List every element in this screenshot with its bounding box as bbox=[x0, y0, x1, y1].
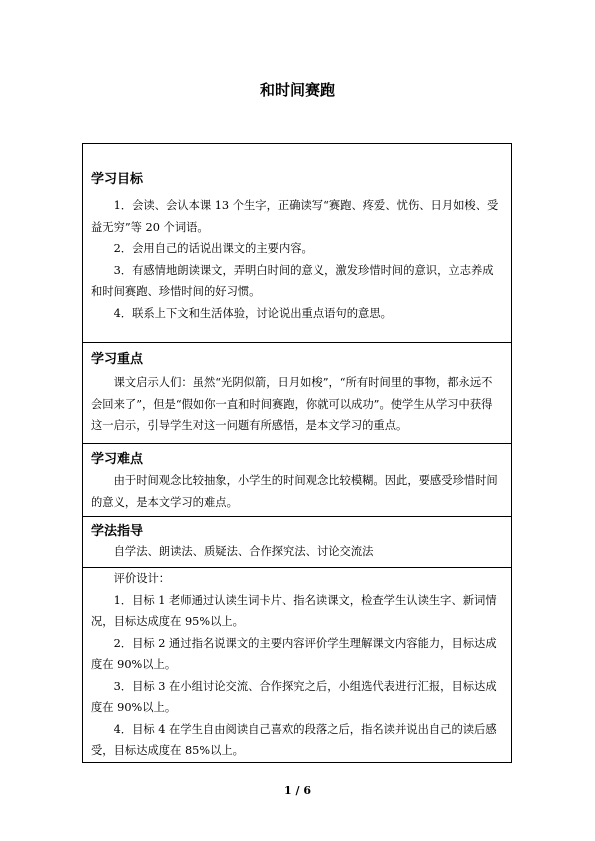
goals-heading: 学习目标 bbox=[91, 172, 144, 187]
goals-section bbox=[83, 144, 511, 342]
difficulty-text: 由于时间观念比较抽象，小学生的时间观念比较模糊。因此，要感受珍惜时间的意义，是本文学习的难点。 bbox=[91, 474, 498, 509]
goal-item: 2．会用自己的话说出课文的主要内容。 bbox=[113, 242, 313, 255]
evaluation-section bbox=[83, 567, 511, 762]
evaluation-item: 1．目标 1 老师通过认读生词卡片、指名读课文，检查学生认读生字、新词情况，目标达成度在 95%以上。 bbox=[91, 593, 497, 628]
method-text: 自学法、朗读法、质疑法、合作探究法、讨论交流法 bbox=[113, 545, 374, 558]
difficulty-heading: 学习难点 bbox=[91, 452, 144, 467]
goal-item: 4．联系上下文和生活体验，讨论说出重点语句的意思。 bbox=[113, 306, 392, 320]
focus-section bbox=[83, 342, 511, 443]
method-heading: 学法指导 bbox=[91, 524, 144, 539]
evaluation-heading: 评价设计： bbox=[113, 572, 171, 585]
evaluation-item: 2．目标 2 通过指名说课文的主要内容评价学生理解课文内容能力，目标达成度在 90%以上。 bbox=[91, 636, 497, 671]
method-section bbox=[83, 516, 511, 567]
focus-text: 课文启示人们：虽然“光阴似箭，日月如梭”，“所有时间里的事物，都永远不会回来了”，但是“假如你一直和时间赛跑，你就可以成功”。使学生从学习中获得这一启示，引导学生对这一问题有所感悟，是本文学习的重点。 bbox=[91, 376, 493, 432]
goal-item: 3．有感情地朗读课文，弄明白时间的意义，激发珍惜时间的意识，立志养成和时间赛跑、珍惜时间的好习惯。 bbox=[91, 263, 494, 298]
page-number: 1 / 6 bbox=[284, 784, 311, 797]
lesson-plan-table bbox=[82, 143, 512, 763]
difficulty-section bbox=[83, 443, 511, 516]
evaluation-item: 3．目标 3 在小组讨论交流、合作探究之后，小组选代表进行汇报，目标达成度在 90%以上。 bbox=[91, 679, 497, 714]
evaluation-item: 4．目标 4 在学生自由阅读自己喜欢的段落之后，指名读并说出自己的读后感受，目标达成度在 85%以上。 bbox=[91, 722, 497, 757]
focus-heading: 学习重点 bbox=[91, 352, 144, 367]
document-title: 和时间赛跑 bbox=[259, 81, 335, 99]
goal-item: 1．会读、会认本课 13 个生字，正确读写“赛跑、疼爱、忧伤、日月如梭、受益无穷”等 20 个词语。 bbox=[91, 199, 499, 234]
